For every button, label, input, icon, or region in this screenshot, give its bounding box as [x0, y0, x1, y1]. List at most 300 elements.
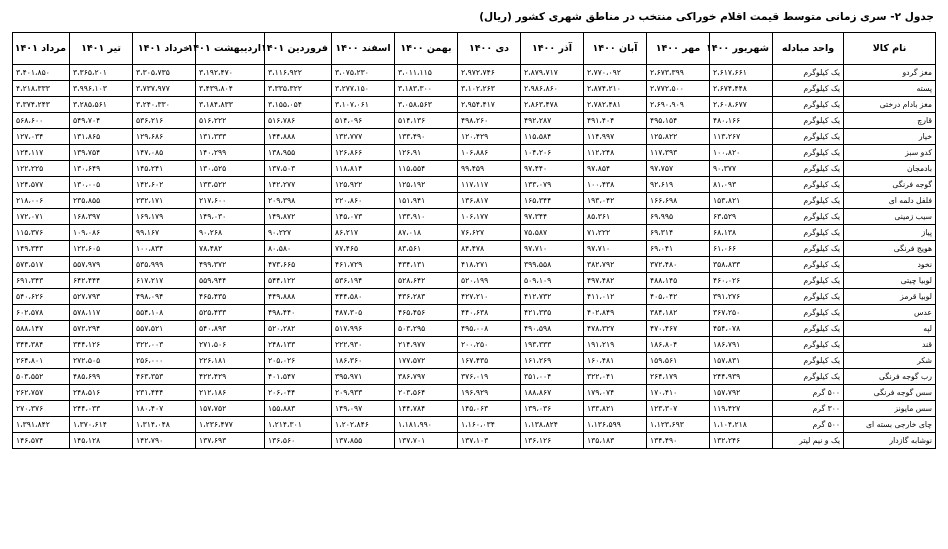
price-cell: ۳۷۲،۴۸۰ [647, 257, 710, 273]
price-cell: ۳،۹۹۶،۱۰۳ [70, 81, 133, 97]
price-cell: ۴۴۹،۸۸۸ [265, 289, 332, 305]
table-row [13, 433, 936, 449]
price-cell: ۴۴۴،۵۸۰ [332, 289, 395, 305]
price-cell: ۲۳۱،۴۴۴ [133, 385, 196, 401]
price-cell: ۱۳۷،۸۵۵ [332, 433, 395, 449]
column-header-month: مرداد ۱۴۰۱ [13, 33, 70, 65]
price-cell: ۲،۶۷۴،۴۴۸ [710, 81, 773, 97]
price-cell: ۳۹۵،۹۷۱ [332, 369, 395, 385]
unit-cell: یک کیلوگرم [773, 369, 844, 385]
price-cell: ۱۴۰،۲۹۹ [196, 145, 265, 161]
price-cell: ۱۳۰،۵۲۵ [196, 161, 265, 177]
table-row [13, 401, 936, 417]
price-cell: ۵۵۹،۹۴۴ [196, 273, 265, 289]
price-cell: ۶۳،۵۲۹ [710, 209, 773, 225]
price-cell: ۵۱۶،۷۸۶ [265, 113, 332, 129]
price-cell: ۱۳۳،۵۲۲ [196, 177, 265, 193]
price-cell: ۲۵۶،۰۰۰ [133, 353, 196, 369]
price-cell: ۲۱۸،۰۰۶ [13, 193, 70, 209]
price-cell: ۲۰۵،۰۲۶ [265, 353, 332, 369]
price-cell: ۴۷۰،۴۶۷ [647, 321, 710, 337]
price-cell: ۳،۱۸۳،۳۰۰ [395, 81, 458, 97]
price-cell: ۱۲۳،۳۰۷ [647, 401, 710, 417]
price-cell: ۱۱۷،۱۱۷ [458, 177, 521, 193]
price-cell: ۳،۳۰۵،۷۳۵ [133, 65, 196, 81]
price-cell: ۳۵۱،۰۰۴ [521, 369, 584, 385]
table-row [13, 65, 936, 81]
price-cell: ۱۸۰،۴۰۷ [133, 401, 196, 417]
unit-cell: یک کیلوگرم [773, 289, 844, 305]
price-cell: ۴۱۸،۲۷۱ [458, 257, 521, 273]
price-cell: ۴۰۲،۸۴۹ [584, 305, 647, 321]
table-row [13, 161, 936, 177]
price-cell: ۳،۰۷۵،۲۳۰ [332, 65, 395, 81]
table-row [13, 209, 936, 225]
price-cell: ۶۸،۱۳۸ [710, 225, 773, 241]
price-cell: ۲،۷۷۲،۵۰۰ [647, 81, 710, 97]
price-cell: ۶۱۷،۲۱۷ [133, 273, 196, 289]
price-cell: ۱۲۷،۰۳۴ [13, 129, 70, 145]
price-cell: ۵۷۳،۵۱۷ [13, 257, 70, 273]
price-cell: ۳،۱۹۲،۴۷۰ [196, 65, 265, 81]
price-cell: ۵۵۷،۹۷۹ [70, 257, 133, 273]
table-row [13, 305, 936, 321]
price-cell: ۳،۲۸۵،۵۶۱ [70, 97, 133, 113]
price-cell: ۴۹۵،۱۵۴ [647, 113, 710, 129]
price-cell: ۹۷،۷۱۰ [584, 241, 647, 257]
unit-cell: ۵۰۰ گرم [773, 385, 844, 401]
price-cell: ۵۵۴،۱۰۸ [133, 305, 196, 321]
price-cell: ۹۰،۳۷۷ [710, 161, 773, 177]
price-cell: ۱،۱۶۰،۰۳۴ [458, 417, 521, 433]
price-cell: ۱،۲۱۴،۳۰۱ [265, 417, 332, 433]
price-cell: ۱۴۲،۶۰۲ [133, 177, 196, 193]
price-cell: ۱۰۰،۴۳۸ [584, 177, 647, 193]
price-cell: ۱۳۷،۵۰۳ [265, 161, 332, 177]
unit-cell: یک کیلوگرم [773, 193, 844, 209]
price-cell: ۳۶۷،۲۵۰ [710, 305, 773, 321]
unit-cell: یک کیلوگرم [773, 113, 844, 129]
price-cell: ۵۴۴،۱۲۲ [265, 273, 332, 289]
price-cell: ۳،۴۰۱،۸۵۰ [13, 65, 70, 81]
column-header-month: مهر ۱۴۰۰ [647, 33, 710, 65]
price-cell: ۱۳۷،۱۰۳ [458, 433, 521, 449]
item-name-cell: سیب زمینی [844, 209, 936, 225]
price-cell: ۱۴۹،۳۴۳ [13, 241, 70, 257]
price-cell: ۴۹۷،۴۸۲ [584, 273, 647, 289]
price-cell: ۴۶۰،۰۲۶ [710, 273, 773, 289]
price-cell: ۲۳۵،۸۵۵ [70, 193, 133, 209]
table-row [13, 97, 936, 113]
price-cell: ۲۳۲،۱۷۱ [133, 193, 196, 209]
price-cell: ۱۳۵،۱۸۳ [584, 433, 647, 449]
unit-cell: یک کیلوگرم [773, 257, 844, 273]
item-name-cell: نوشابه گازدار [844, 433, 936, 449]
unit-cell: یک کیلوگرم [773, 273, 844, 289]
price-cell: ۱۳۳،۰۷۹ [521, 177, 584, 193]
price-cell: ۲۷۱،۵۰۶ [196, 337, 265, 353]
price-cell: ۱۳۸،۹۵۵ [265, 145, 332, 161]
price-cell: ۱۳۶،۵۶۰ [265, 433, 332, 449]
price-cell: ۱۶۹،۱۷۹ [133, 209, 196, 225]
item-name-cell: چای خارجی بسته ای [844, 417, 936, 433]
table-row [13, 257, 936, 273]
price-cell: ۱۰۰،۸۳۴ [133, 241, 196, 257]
price-cell: ۴۶۱،۷۲۹ [332, 257, 395, 273]
item-name-cell: لوبیا قرمز [844, 289, 936, 305]
price-cell: ۳۹۹،۵۵۸ [521, 257, 584, 273]
price-cell: ۴۲۲،۴۲۹ [196, 369, 265, 385]
price-cell: ۷۱،۲۲۲ [584, 225, 647, 241]
price-cell: ۳،۱۰۲،۲۶۳ [458, 81, 521, 97]
price-cell: ۱۳۶،۱۲۶ [521, 433, 584, 449]
unit-cell: یک کیلوگرم [773, 129, 844, 145]
price-cell: ۲۴۸،۵۱۶ [70, 385, 133, 401]
column-header-month: اردیبهشت ۱۴۰۱ [196, 33, 265, 65]
price-cell: ۳۲۲،۰۰۳ [133, 337, 196, 353]
price-cell: ۱۳۳،۸۲۱ [584, 401, 647, 417]
price-cell: ۱۳۹،۷۵۴ [70, 145, 133, 161]
price-cell: ۳،۳۷۴،۲۴۳ [13, 97, 70, 113]
item-name-cell: سس گوجه فرنگی [844, 385, 936, 401]
price-cell: ۴۸۷،۳۰۵ [332, 305, 395, 321]
table-caption: جدول ۲- سری زمانی متوسط قیمت اقلام خوراکی منتخب در مناطق شهری کشور (ریال) [479, 11, 934, 23]
price-cell: ۴۹۸،۲۶۰ [458, 113, 521, 129]
price-cell: ۳۴۴،۳۸۴ [13, 337, 70, 353]
price-cell: ۵۲۰،۱۹۹ [458, 273, 521, 289]
price-cell: ۸۳،۵۶۱ [395, 241, 458, 257]
price-cell: ۴۰۱،۵۴۷ [265, 369, 332, 385]
price-cell: ۶۹،۰۴۱ [647, 241, 710, 257]
price-cell: ۱،۱۰۴،۲۱۸ [710, 417, 773, 433]
price-cell: ۳،۰۵۸،۵۶۳ [395, 97, 458, 113]
item-name-cell: رب گوجه فرنگی [844, 369, 936, 385]
price-cell: ۱۲۶،۸۶۶ [332, 145, 395, 161]
column-header-month: آبان ۱۴۰۰ [584, 33, 647, 65]
price-cell: ۱۴۵،۲۴۱ [133, 161, 196, 177]
price-cell: ۱۵۷،۷۹۲ [710, 385, 773, 401]
price-cell: ۶۹۱،۳۴۳ [13, 273, 70, 289]
item-name-cell: لپه [844, 321, 936, 337]
unit-cell: یک کیلوگرم [773, 209, 844, 225]
price-cell: ۴۷۸،۳۲۷ [584, 321, 647, 337]
unit-cell: یک کیلوگرم [773, 305, 844, 321]
price-cell: ۸۵،۳۶۱ [584, 209, 647, 225]
price-cell: ۲۰۹،۳۹۸ [265, 193, 332, 209]
item-name-cell: قند [844, 337, 936, 353]
price-cell: ۱۱۳،۲۶۷ [710, 129, 773, 145]
price-cell: ۱۴۴،۸۸۸ [265, 129, 332, 145]
price-cell: ۱۵۷،۸۳۱ [710, 353, 773, 369]
price-cell: ۲۷۰،۳۷۶ [13, 401, 70, 417]
price-cell: ۳،۷۳۷،۹۷۷ [133, 81, 196, 97]
price-cell: ۲۰۹،۹۳۳ [332, 385, 395, 401]
price-cell: ۴۱۱،۰۱۲ [584, 289, 647, 305]
price-cell: ۱۱۷،۳۹۳ [647, 145, 710, 161]
price-cell: ۹۷،۴۴۰ [521, 161, 584, 177]
table-row [13, 145, 936, 161]
price-cell: ۱۴۲،۷۹۰ [133, 433, 196, 449]
item-name-cell: بادمجان [844, 161, 936, 177]
price-cell: ۳۸۶،۷۹۷ [395, 369, 458, 385]
price-cell: ۵۲۰،۲۸۲ [265, 321, 332, 337]
price-cell: ۴۴۰،۶۳۸ [458, 305, 521, 321]
price-cell: ۱۱۵،۳۷۶ [13, 225, 70, 241]
price-cell: ۱۰۹،۰۸۶ [70, 225, 133, 241]
price-cell: ۱۸۸،۸۶۷ [521, 385, 584, 401]
price-cell: ۱۴۶،۵۷۴ [13, 433, 70, 449]
price-cell: ۳،۰۱۱،۱۱۵ [395, 65, 458, 81]
price-cell: ۳،۲۷۷،۱۵۰ [332, 81, 395, 97]
price-cell: ۱۲۴،۵۷۷ [13, 177, 70, 193]
price-cell: ۴۱۲،۷۳۲ [521, 289, 584, 305]
price-cell: ۱،۱۸۱،۹۹۰ [395, 417, 458, 433]
price-cell: ۴۸۰،۱۶۶ [710, 113, 773, 129]
column-header-month: فروردین ۱۴۰۱ [265, 33, 332, 65]
price-cell: ۳،۱۱۶،۹۲۲ [265, 65, 332, 81]
price-cell: ۱۱۵،۵۵۴ [395, 161, 458, 177]
price-cell: ۱۲۲،۲۲۵ [13, 161, 70, 177]
price-cell: ۲۷۲،۵۰۵ [70, 353, 133, 369]
table-row [13, 129, 936, 145]
price-cell: ۱۱۴،۹۹۷ [584, 129, 647, 145]
price-cell: ۱۶۵،۳۴۴ [521, 193, 584, 209]
item-name-cell: عدس [844, 305, 936, 321]
table-row [13, 241, 936, 257]
price-cell: ۴۹۱،۴۰۴ [584, 113, 647, 129]
price-cell: ۱۲۴،۱۱۷ [13, 145, 70, 161]
price-cell: ۳،۳۶۵،۲۰۱ [70, 65, 133, 81]
price-cell: ۶۱،۰۶۶ [710, 241, 773, 257]
unit-cell: ۳۰۰ گرم [773, 401, 844, 417]
table-row [13, 273, 936, 289]
price-cell: ۹۰،۲۶۸ [196, 225, 265, 241]
price-cell: ۸۱،۰۹۳ [710, 177, 773, 193]
price-cell: ۵۴۰،۸۹۳ [196, 321, 265, 337]
price-cell: ۱۳۲،۷۷۷ [332, 129, 395, 145]
price-cell: ۷۶،۶۲۷ [458, 225, 521, 241]
price-cell: ۱۷۰،۴۱۰ [647, 385, 710, 401]
price-cell: ۱۲۰،۴۲۹ [458, 129, 521, 145]
table-row [13, 177, 936, 193]
price-cell: ۲۶۲،۷۵۷ [13, 385, 70, 401]
price-cell: ۱۳۹،۰۳۶ [521, 401, 584, 417]
price-cell: ۵۱۴،۰۹۶ [332, 113, 395, 129]
price-cell: ۴۹۰،۵۹۸ [521, 321, 584, 337]
price-cell: ۱۴۵،۰۷۳ [332, 209, 395, 225]
price-cell: ۱،۲۰۲،۸۴۶ [332, 417, 395, 433]
price-cell: ۴۶۳،۳۵۳ [133, 369, 196, 385]
price-cell: ۱۳۰،۶۴۹ [70, 161, 133, 177]
price-cell: ۹۷،۷۱۰ [521, 241, 584, 257]
price-cell: ۱۴۵،۱۲۸ [70, 433, 133, 449]
price-cell: ۱۲۵،۱۹۲ [395, 177, 458, 193]
column-header-month: خرداد ۱۴۰۱ [133, 33, 196, 65]
price-cell: ۹۷،۸۵۴ [584, 161, 647, 177]
price-cell: ۵۳۵،۹۹۹ [133, 257, 196, 273]
price-cell: ۴۳۶،۲۸۳ [395, 289, 458, 305]
price-cell: ۱۳۷،۷۰۱ [395, 433, 458, 449]
price-cell: ۱۴۴،۷۸۴ [395, 401, 458, 417]
price-table [12, 32, 936, 449]
table-row [13, 321, 936, 337]
price-cell: ۶۰۲،۵۷۸ [13, 305, 70, 321]
item-name-cell: کدو سبز [844, 145, 936, 161]
price-cell: ۲،۸۶۳،۴۷۸ [521, 97, 584, 113]
price-cell: ۴۶۵،۴۳۵ [196, 289, 265, 305]
price-cell: ۹۰،۲۲۷ [265, 225, 332, 241]
price-cell: ۱،۲۳۶،۴۷۷ [196, 417, 265, 433]
table-row [13, 225, 936, 241]
price-cell: ۲۱۷،۶۰۰ [196, 193, 265, 209]
price-cell: ۳۸۴،۱۸۲ [647, 305, 710, 321]
price-cell: ۴۷۳،۶۶۵ [265, 257, 332, 273]
item-name-cell: لوبیا چیتی [844, 273, 936, 289]
price-cell: ۱۵۹،۵۶۱ [647, 353, 710, 369]
price-cell: ۳،۱۰۷،۰۶۱ [332, 97, 395, 113]
price-cell: ۱۱۵،۵۸۴ [521, 129, 584, 145]
price-cell: ۴۹۵،۰۰۸ [458, 321, 521, 337]
table-row [13, 353, 936, 369]
table-row [13, 417, 936, 433]
table-row [13, 369, 936, 385]
price-cell: ۴۹۸،۴۴۰ [265, 305, 332, 321]
price-cell: ۱۲۵،۸۲۲ [647, 129, 710, 145]
price-cell: ۱۹۶،۹۲۹ [458, 385, 521, 401]
price-cell: ۳،۳۳۵،۳۲۲ [265, 81, 332, 97]
table-row [13, 337, 936, 353]
price-cell: ۶۴۲،۴۴۴ [70, 273, 133, 289]
price-cell: ۵۳۶،۱۹۴ [332, 273, 395, 289]
item-name-cell: فلفل دلمه ای [844, 193, 936, 209]
price-cell: ۱۴۹،۰۹۷ [332, 401, 395, 417]
price-cell: ۲۴۴،۹۳۹ [710, 369, 773, 385]
price-cell: ۵۴۹،۷۰۴ [70, 113, 133, 129]
price-cell: ۲،۸۷۹،۷۱۷ [521, 65, 584, 81]
price-cell: ۱۵۱،۹۴۱ [395, 193, 458, 209]
price-cell: ۱۶۸،۳۹۷ [70, 209, 133, 225]
price-cell: ۱۶۷،۴۳۵ [458, 353, 521, 369]
price-cell: ۱،۱۲۳،۶۹۳ [647, 417, 710, 433]
price-cell: ۴۰۵،۰۴۲ [647, 289, 710, 305]
price-cell: ۲۶۴،۸۰۱ [13, 353, 70, 369]
price-cell: ۱۸۶،۷۹۱ [710, 337, 773, 353]
price-cell: ۹۷،۷۵۷ [647, 161, 710, 177]
price-cell: ۱۷۷،۵۷۲ [395, 353, 458, 369]
price-cell: ۱۸۶،۳۶۰ [332, 353, 395, 369]
price-cell: ۱۴۹،۸۷۲ [265, 209, 332, 225]
item-name-cell: هویج فرنگی [844, 241, 936, 257]
price-cell: ۵۰۹،۱۰۹ [521, 273, 584, 289]
price-cell: ۱۲۶،۹۱ [395, 145, 458, 161]
price-cell: ۷۵،۵۸۷ [521, 225, 584, 241]
item-name-cell: سس مایونز [844, 401, 936, 417]
price-cell: ۲،۹۸۶،۸۶۰ [521, 81, 584, 97]
column-header-month: بهمن ۱۴۰۰ [395, 33, 458, 65]
price-cell: ۶۹،۳۱۴ [647, 225, 710, 241]
price-cell: ۱۰۶،۱۷۷ [458, 209, 521, 225]
unit-cell: یک کیلوگرم [773, 161, 844, 177]
price-cell: ۱۵۵،۸۸۳ [265, 401, 332, 417]
price-cell: ۱۴۵،۰۶۳ [458, 401, 521, 417]
unit-cell: یک کیلوگرم [773, 225, 844, 241]
item-name-cell: خیار [844, 129, 936, 145]
table-row [13, 289, 936, 305]
price-cell: ۹۹،۱۶۷ [133, 225, 196, 241]
price-cell: ۳۸۲،۷۹۲ [584, 257, 647, 273]
table-row [13, 385, 936, 401]
price-cell: ۸۰،۵۸۰ [265, 241, 332, 257]
price-cell: ۱۳۰،۰۰۵ [70, 177, 133, 193]
price-cell: ۸۶،۲۱۷ [332, 225, 395, 241]
price-cell: ۱۳۳،۴۹۰ [395, 129, 458, 145]
price-cell: ۳،۴۳۹،۸۰۴ [196, 81, 265, 97]
price-cell: ۹۲،۶۱۹ [647, 177, 710, 193]
price-cell: ۲۲۲،۹۳۰ [332, 337, 395, 353]
price-cell: ۲۱۲،۱۸۶ [196, 385, 265, 401]
price-cell: ۴۳۴،۱۳۱ [395, 257, 458, 273]
column-header-month: اسفند ۱۴۰۰ [332, 33, 395, 65]
price-cell: ۱۴۲،۲۷۷ [265, 177, 332, 193]
price-cell: ۱۲۹،۶۸۶ [133, 129, 196, 145]
column-header-month: تیر ۱۴۰۱ [70, 33, 133, 65]
price-cell: ۵۴۰،۶۲۶ [13, 289, 70, 305]
column-header-month: شهریور ۱۴۰۰ [710, 33, 773, 65]
price-cell: ۱۷۲،۰۷۱ [13, 209, 70, 225]
price-cell: ۵۵۷،۵۲۱ [133, 321, 196, 337]
table-row [13, 81, 936, 97]
price-cell: ۴۹۸،۰۹۴ [133, 289, 196, 305]
price-cell: ۳۷۶،۰۱۹ [458, 369, 521, 385]
unit-cell: ۵۰۰ گرم [773, 417, 844, 433]
price-cell: ۳،۱۸۴،۸۳۳ [196, 97, 265, 113]
price-cell: ۳۴۴،۱۲۶ [70, 337, 133, 353]
price-cell: ۴۹۲،۲۸۷ [521, 113, 584, 129]
price-cell: ۲۰۶،۰۴۴ [265, 385, 332, 401]
price-cell: ۲،۶۹۰،۹۰۹ [647, 97, 710, 113]
price-cell: ۴،۲۱۸،۳۳۳ [13, 81, 70, 97]
unit-cell: یک کیلوگرم [773, 337, 844, 353]
price-cell: ۸۷،۰۱۸ [395, 225, 458, 241]
price-cell: ۷۷،۴۶۵ [332, 241, 395, 257]
price-cell: ۱،۱۳۶،۵۹۹ [584, 417, 647, 433]
table-row [13, 193, 936, 209]
price-cell: ۵۸۸،۱۴۷ [13, 321, 70, 337]
price-cell: ۱۵۳،۸۲۱ [710, 193, 773, 209]
price-cell: ۴۸۵،۶۹۹ [70, 369, 133, 385]
price-cell: ۵۶۸،۶۰۰ [13, 113, 70, 129]
price-cell: ۴۹۹،۳۷۲ [196, 257, 265, 273]
price-cell: ۲۴۴،۰۳۳ [70, 401, 133, 417]
item-name-cell: شکر [844, 353, 936, 369]
price-cell: ۵۱۷،۹۹۶ [332, 321, 395, 337]
price-cell: ۱۳۳،۹۱۰ [395, 209, 458, 225]
item-name-cell: پسته [844, 81, 936, 97]
price-cell: ۱۹۳،۳۳۳ [521, 337, 584, 353]
unit-cell: یک کیلوگرم [773, 353, 844, 369]
price-cell: ۲۱۴،۹۷۷ [395, 337, 458, 353]
price-cell: ۲۲۶،۱۸۱ [196, 353, 265, 369]
price-cell: ۲،۶۷۳،۳۹۹ [647, 65, 710, 81]
price-cell: ۳،۲۴۰،۳۳۰ [133, 97, 196, 113]
price-cell: ۳۲۲،۰۴۱ [584, 369, 647, 385]
price-cell: ۱۳۲،۲۴۶ [710, 433, 773, 449]
price-cell: ۱۳۱،۸۶۵ [70, 129, 133, 145]
price-cell: ۵۲۸،۶۴۲ [395, 273, 458, 289]
price-cell: ۱۳۱،۳۳۳ [196, 129, 265, 145]
price-cell: ۱۸۶،۸۰۴ [647, 337, 710, 353]
price-cell: ۱،۳۱۴،۰۴۸ [133, 417, 196, 433]
